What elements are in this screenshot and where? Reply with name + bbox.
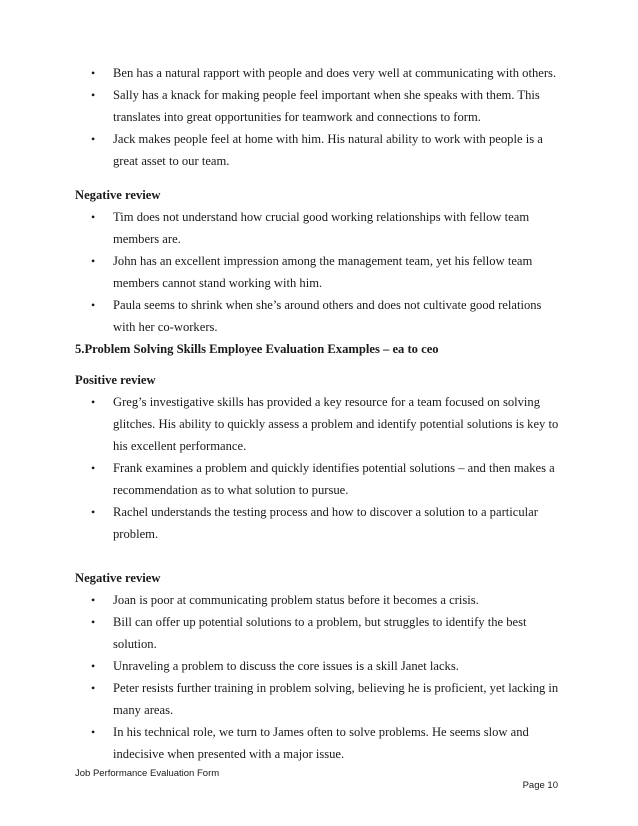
bullet-icon: •: [91, 132, 96, 146]
positive-review-heading: Positive review: [75, 373, 156, 387]
list-item: [91, 250, 565, 294]
list-item-text: Rachel understands the testing process and how to discover a solution to a particular problem.: [113, 505, 538, 541]
bullet-icon: •: [91, 461, 96, 475]
footer-page-number: Page 10: [522, 780, 558, 791]
list-item: [91, 206, 565, 250]
bullet-icon: •: [91, 210, 96, 224]
list-item-text: Frank examines a problem and quickly identifies potential solutions – and then makes a recommendation as to what solution to pursue.: [113, 461, 555, 497]
list-item-text: Jack makes people feel at home with him. His natural ability to work with people is a great asset to our team.: [113, 132, 543, 168]
list-item: [91, 655, 565, 677]
list-item: [91, 501, 565, 545]
list-item-text: Paula seems to shrink when she’s around others and does not cultivate good relations with her co-workers.: [113, 298, 542, 334]
list-item: [91, 62, 565, 84]
bullet-list-negative-problem-solving: [75, 589, 565, 765]
list-item-text: Unraveling a problem to discuss the core issues is a skill Janet lacks.: [113, 659, 459, 673]
list-item: [91, 294, 565, 338]
bullet-icon: •: [91, 681, 96, 695]
list-item-text: Peter resists further training in problem solving, believing he is proficient, yet lacking in many areas.: [113, 681, 559, 717]
section-title: 5.Problem Solving Skills Employee Evaluation Examples – ea to ceo: [75, 342, 439, 356]
bullet-list-negative-interpersonal: [75, 206, 565, 338]
negative-review-heading: Negative review: [75, 188, 161, 202]
bullet-icon: •: [91, 88, 96, 102]
bullet-icon: •: [91, 593, 96, 607]
footer-document-title: Job Performance Evaluation Form: [75, 768, 220, 779]
list-item: [91, 721, 565, 765]
list-item-text: Bill can offer up potential solutions to a problem, but struggles to identify the best solution.: [113, 615, 527, 651]
list-item: [91, 457, 565, 501]
list-item-text: Ben has a natural rapport with people and does very well at communicating with others.: [113, 66, 557, 80]
list-item-text: Greg’s investigative skills has provided a key resource for a team focused on solving glitches. His ability to quickly assess a problem and identify potential solutions is key to his excellent performance.: [113, 395, 559, 453]
bullet-list-positive-interpersonal: [75, 62, 565, 172]
list-item: [91, 128, 565, 172]
page-content: [75, 62, 565, 765]
list-item-text: Tim does not understand how crucial good working relationships with fellow team members are.: [113, 210, 530, 246]
bullet-icon: •: [91, 395, 96, 409]
bullet-icon: •: [91, 66, 96, 80]
bullet-icon: •: [91, 659, 96, 673]
list-item-text: Joan is poor at communicating problem status before it becomes a crisis.: [113, 593, 479, 607]
bullet-icon: •: [91, 298, 96, 312]
list-item: [91, 84, 565, 128]
bullet-icon: •: [91, 725, 96, 739]
bullet-icon: •: [91, 254, 96, 268]
negative-review-heading: Negative review: [75, 571, 161, 585]
list-item: [91, 611, 565, 655]
list-item-text: Sally has a knack for making people feel important when she speaks with them. This translates into great opportunities for teamwork and connections to form.: [113, 88, 540, 124]
list-item: [91, 391, 565, 457]
bullet-icon: •: [91, 505, 96, 519]
list-item: [91, 589, 565, 611]
bullet-icon: •: [91, 615, 96, 629]
list-item-text: John has an excellent impression among the management team, yet his fellow team members cannot stand working with him.: [113, 254, 533, 290]
bullet-list-positive-problem-solving: [75, 391, 565, 545]
list-item-text: In his technical role, we turn to James often to solve problems. He seems slow and indecisive when presented with a major issue.: [113, 725, 529, 761]
list-item: [91, 677, 565, 721]
